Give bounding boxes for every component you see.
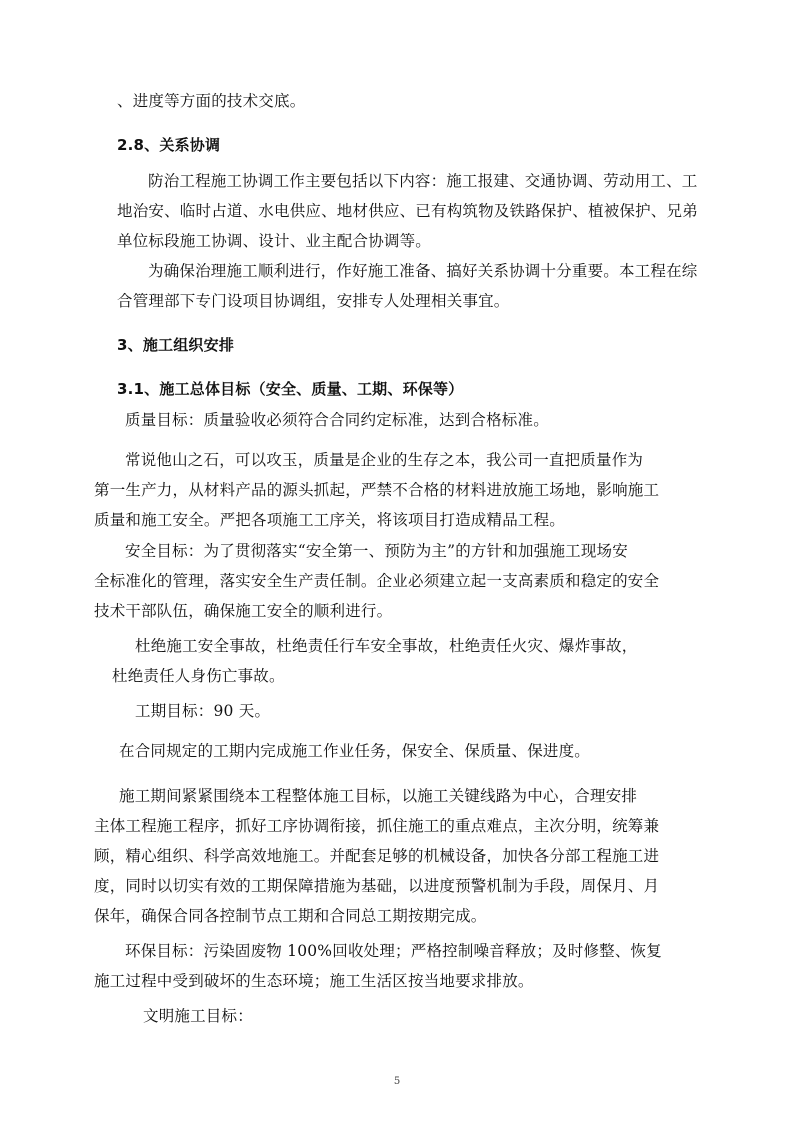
body-text-line: 施工期间紧紧围绕本工程整体施工目标，以施工关键线路为中心，合理安排 xyxy=(119,787,638,805)
body-text-line: 全标准化的管理，落实安全生产责任制。企业必须建立起一支高素质和稳定的安全 xyxy=(94,572,660,590)
body-text-line: 为确保治理施工顺利进行，作好施工准备、搞好关系协调十分重要。本工程在综 xyxy=(148,262,698,280)
body-text-line: 地治安、临时占道、水电供应、地材供应、已有构筑物及铁路保护、植被保护、兄弟 xyxy=(117,202,698,220)
page-number: 5 xyxy=(393,1076,401,1087)
body-text-line: 质量目标：质量验收必须符合合同约定标准，达到合格标准。 xyxy=(125,411,549,429)
body-text-line: 顾，精心组织、科学高效地施工。并配套足够的机械设备，加快各分部工程施工进 xyxy=(94,847,660,865)
body-text-line: 保年，确保合同各控制节点工期和合同总工期按期完成。 xyxy=(94,907,487,925)
body-text-line: 单位标段施工协调、设计、业主配合协调等。 xyxy=(117,232,432,250)
body-text-line: 施工过程中受到破坏的生态环境；施工生活区按当地要求排放。 xyxy=(94,972,534,990)
section-heading: 2.8、关系协调 xyxy=(117,136,221,154)
body-text-line: 、进度等方面的技术交底。 xyxy=(117,92,306,110)
section-heading: 3、施工组织安排 xyxy=(117,336,235,354)
body-text-line: 合管理部下专门设项目协调组，安排专人处理相关事宜。 xyxy=(117,292,510,310)
body-text-line: 第一生产力，从材料产品的源头抓起，严禁不合格的材料进放施工场地，影响施工 xyxy=(94,481,660,499)
body-text-line: 文明施工目标： xyxy=(143,1007,253,1025)
body-text-line: 安全目标：为了贯彻落实“安全第一、预防为主”的方针和加强施工现场安 xyxy=(125,542,628,560)
body-text-line: 工期目标：90 天。 xyxy=(135,702,271,720)
body-text-line: 主体工程施工程序，抓好工序协调衔接，抓住施工的重点难点，主次分明，统筹兼 xyxy=(94,817,660,835)
body-text-line: 度，同时以切实有效的工期保障措施为基础，以进度预警机制为手段，周保月、月 xyxy=(94,877,660,895)
section-heading: 3.1、施工总体目标（安全、质量、工期、环保等） xyxy=(117,380,464,398)
body-text-line: 杜绝责任人身伤亡事故。 xyxy=(112,667,285,685)
body-text-line: 常说他山之石，可以攻玉，质量是企业的生存之本，我公司一直把质量作为 xyxy=(125,451,644,469)
body-text-line: 在合同规定的工期内完成施工作业任务，保安全、保质量、保进度。 xyxy=(119,742,591,760)
body-text-line: 杜绝施工安全事故，杜绝责任行车安全事故，杜绝责任火灾、爆炸事故， xyxy=(135,637,638,655)
body-text-line: 防治工程施工协调工作主要包括以下内容：施工报建、交通协调、劳动用工、工 xyxy=(148,172,698,190)
body-text-line: 技术干部队伍，确保施工安全的顺利进行。 xyxy=(94,602,393,620)
body-text-line: 环保目标：污染固废物 100%回收处理；严格控制噪音释放；及时修整、恢复 xyxy=(125,942,662,960)
body-text-line: 质量和施工安全。严把各项施工工序关，将该项目打造成精品工程。 xyxy=(94,511,566,529)
